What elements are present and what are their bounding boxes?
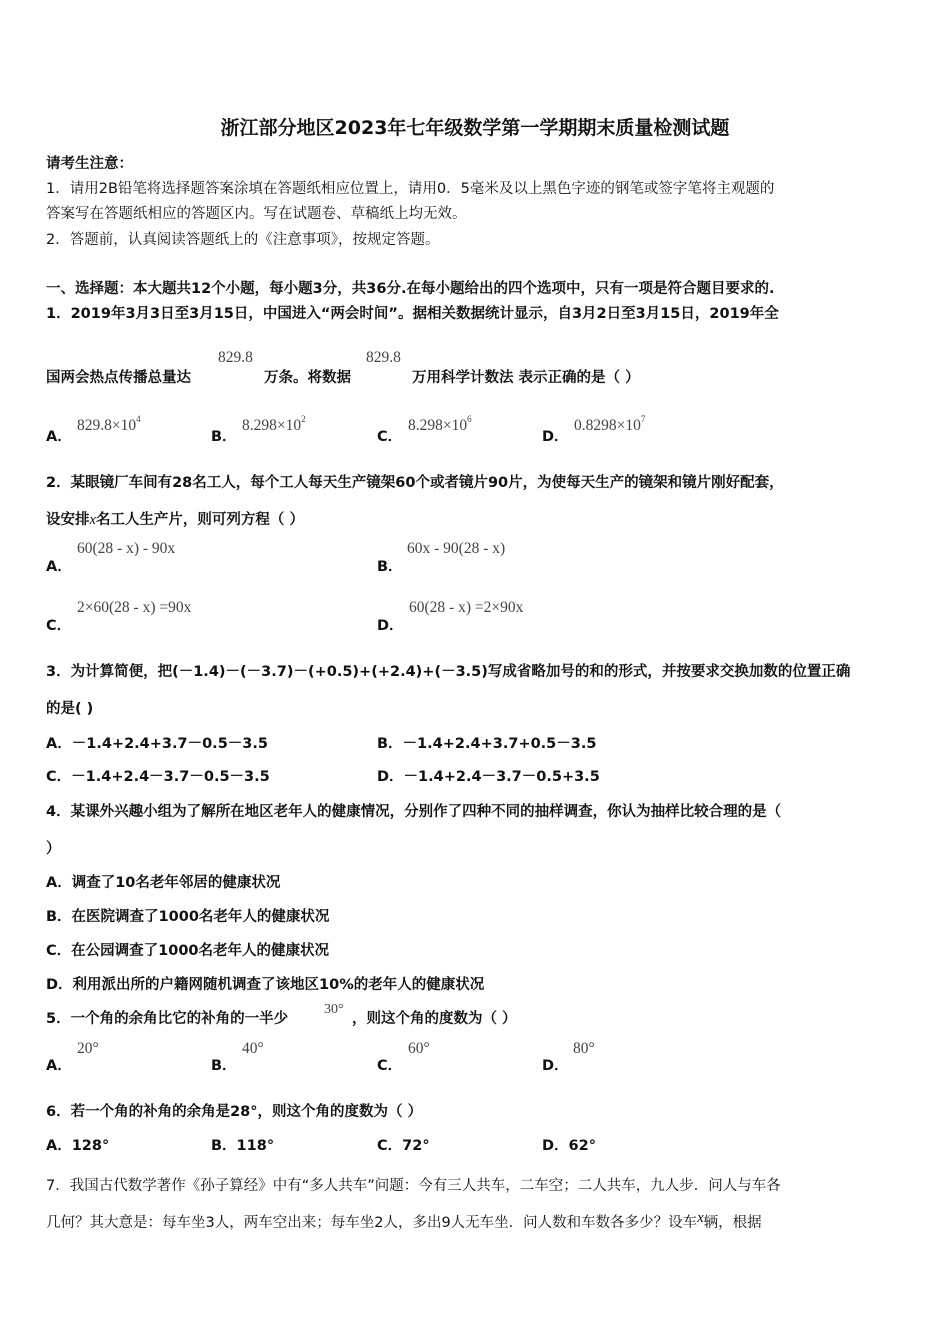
q2-option-d-label: D． — [377, 618, 404, 634]
q1-option-d-label: D． — [542, 429, 569, 445]
notice-line-2: 答案写在答题纸相应的答题区内。写在试题卷、草稿纸上均无效。 — [46, 206, 467, 222]
q4-line-1: 4．某课外兴趣小组为了解所在地区老年人的健康情况，分别作了四种不同的抽样调查，你认为抽样比较合理的是（ — [46, 804, 782, 820]
q2-option-d: 60(28 - x) =2×90x — [409, 599, 524, 616]
q1-option-c: $8.298\times 10^6$ — [408, 414, 472, 434]
q3-option-d: D．－1.4+2.4－3.7－0.5+3.5 — [377, 769, 600, 785]
q1-number-1: 829.8 — [218, 349, 253, 366]
q5-option-a: 20° — [77, 1040, 99, 1057]
q2-line-2: 设安排x名工人生产片，则可列方程（ ） — [46, 512, 304, 528]
q4-option-a: A．调查了10名老年邻居的健康状况 — [46, 875, 281, 891]
q1-option-d: $0.8298\times 10^7$ — [574, 414, 646, 434]
q1-option-b-label: B． — [211, 429, 237, 445]
q6-line-1: 6．若一个角的补角的余角是28°，则这个角的度数为（ ） — [46, 1104, 423, 1120]
notice-line-1: 1．请用2B铅笔将选择题答案涂填在答题纸相应位置上，请用0．5毫米及以上黑色字迹的钢笔或签字笔将主观题的 — [46, 181, 775, 197]
q5-option-c: 60° — [408, 1040, 430, 1057]
q3-line-2: 的是( ) — [46, 701, 94, 717]
q6-option-c: C．72° — [377, 1138, 430, 1154]
q3-option-a: A．－1.4+2.4+3.7－0.5－3.5 — [46, 736, 268, 752]
q2-option-a-label: A． — [46, 559, 72, 575]
q2-option-c: 2×60(28 - x) =90x — [77, 599, 192, 616]
q6-option-d: D．62° — [542, 1138, 596, 1154]
q2-option-c-label: C． — [46, 618, 72, 634]
q5-option-c-label: C． — [377, 1058, 403, 1074]
q1-seg-2: 万条。将数据 — [264, 370, 351, 386]
q6-option-b: B．118° — [211, 1138, 275, 1154]
q2-option-b: 60x - 90(28 - x) — [407, 540, 506, 557]
q3-option-b: B．－1.4+2.4+3.7+0.5－3.5 — [377, 736, 597, 752]
q1-option-c-label: C． — [377, 429, 403, 445]
q5-angle: 30° — [324, 1002, 344, 1017]
q1-number-2: 829.8 — [366, 349, 401, 366]
q5-option-a-label: A． — [46, 1058, 72, 1074]
page-title: 浙江部分地区2023年七年级数学第一学期期末质量检测试题 — [220, 117, 730, 139]
q1-line-1: 1．2019年3月3日至3月15日，中国进入“两会时间”。据相关数据统计显示，自3月2日至3月15日，2019年全 — [46, 306, 779, 322]
q1-option-a: $829.8\times 10^4$ — [77, 414, 141, 434]
q5-option-d-label: D． — [542, 1058, 569, 1074]
q1-seg-3: 万用科学计数法 表示正确的是（ ） — [412, 370, 640, 386]
q2-line-1: 2．某眼镜厂车间有28名工人，每个工人每天生产镜架60个或者镜片90片，为使每天生产的镜架和镜片刚好配套， — [46, 475, 784, 491]
q5-option-d: 80° — [573, 1040, 595, 1057]
q6-option-a: A．128° — [46, 1138, 110, 1154]
notice-line-3: 2．答题前，认真阅读答题纸上的《注意事项》，按规定答题。 — [46, 232, 440, 248]
q4-line-2: ） — [46, 841, 61, 857]
q5-option-b-label: B． — [211, 1058, 237, 1074]
q7-line-1: 7．我国古代数学著作《孙子算经》中有“多人共车”问题：今有三人共车，二车空；二人共车，九人步．问人与车各 — [46, 1178, 781, 1194]
q7-line-2: 几何？其大意是：每车坐3人，两车空出来；每车坐2人，多出9人无车坐．问人数和车数各多少？设车x辆，根据 — [46, 1210, 762, 1231]
q5-seg-1: 5．一个角的余角比它的补角的一半少 — [46, 1011, 289, 1027]
q4-option-d: D．利用派出所的户籍网随机调查了该地区10%的老年人的健康状况 — [46, 977, 485, 993]
q1-option-a-label: A． — [46, 429, 72, 445]
q4-option-b: B．在医院调查了1000名老年人的健康状况 — [46, 909, 330, 925]
q2-option-a: 60(28 - x) - 90x — [77, 540, 176, 557]
q3-line-1: 3．为计算简便，把(－1.4)－(－3.7)－(+0.5)+(+2.4)+(－3.5)写成省略加号的和的形式，并按要求交换加数的位置正确 — [46, 664, 851, 680]
section-heading: 一、选择题：本大题共12个小题，每小题3分，共36分.在每小题给出的四个选项中，只有一项是符合题目要求的. — [46, 281, 775, 297]
q5-option-b: 40° — [242, 1040, 264, 1057]
q5-seg-2: ，则这个角的度数为（ ） — [352, 1011, 517, 1027]
q1-option-b: $8.298\times 10^2$ — [242, 414, 306, 434]
q2-option-b-label: B． — [377, 559, 403, 575]
notice-heading: 请考生注意： — [46, 156, 133, 172]
q3-option-c: C．－1.4+2.4－3.7－0.5－3.5 — [46, 769, 270, 785]
q4-option-c: C．在公园调查了1000名老年人的健康状况 — [46, 943, 329, 959]
q1-seg-1: 国两会热点传播总量达 — [46, 370, 191, 386]
